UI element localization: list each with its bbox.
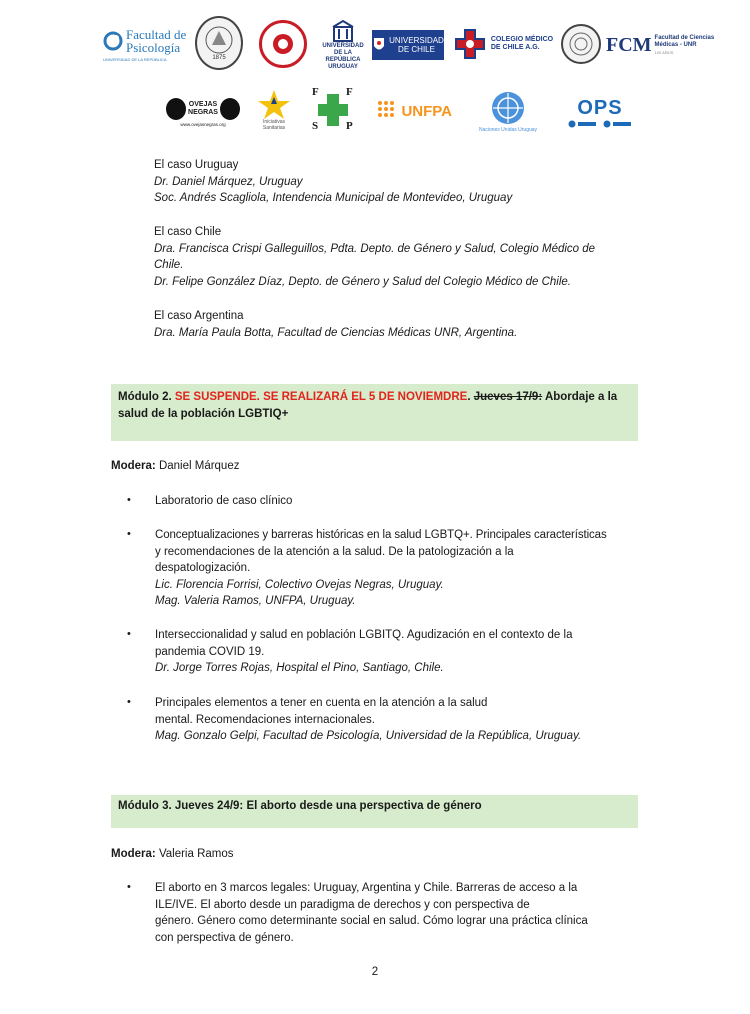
psicologia-line1: Facultad de: [126, 27, 187, 42]
item-text: Conceptualizaciones y barreras históricas en la salud LGBTQ+. Principales características: [155, 529, 607, 541]
fcm-big: FCM: [606, 33, 652, 56]
item-text: Interseccionalidad y salud en población LGBITQ. Agudización en el contexto de la: [155, 629, 573, 641]
uchile-crest-icon: [372, 36, 386, 54]
module-3-header: [111, 795, 638, 828]
module-3-title: Módulo 3. Jueves 24/9: El aborto desde una perspectiva de género: [118, 800, 482, 812]
udelar-logo: [318, 14, 368, 76]
iniciativas-line1: Iniciativas: [263, 119, 285, 125]
item-text: Laboratorio de caso clínico: [155, 495, 293, 507]
modera-label: Modera:: [111, 460, 156, 472]
udelar-line3: URUGUAY: [328, 64, 358, 70]
seal-year: 1875: [212, 55, 226, 61]
page-number: 2: [371, 966, 379, 978]
case-speaker: Dra. Francisca Crispi Galleguillos, Pdta. Depto. de Género y Salud, Colegio Médico de: [154, 242, 596, 255]
colegio-medico-line1: COLEGIO MÉDICO: [490, 36, 554, 43]
module-2-item-3: [155, 627, 572, 677]
case-speaker: Chile.: [154, 259, 184, 271]
item-text: ILE/IVE. El aborto desde un paradigma de derechos y con perspectiva de: [155, 898, 530, 911]
item-text: mental. Recomendaciones internacionales.: [155, 713, 375, 726]
item-text: pandemia COVID 19.: [155, 645, 265, 658]
case-speaker: Soc. Andrés Scagliola, Intendencia Municipal de Montevideo, Uruguay: [154, 192, 513, 204]
sheep-right-icon: [219, 96, 241, 122]
star-icon: [257, 89, 291, 119]
modera-name: Valeria Ramos: [158, 848, 234, 860]
fcm-logo: [606, 28, 718, 62]
psicologia-emblem-icon: [103, 30, 123, 52]
module-2-struck-date: Jueves 17/9:: [473, 391, 543, 403]
module-2-header: [111, 384, 638, 441]
udelar-line2: DE LA REPÚBLICA: [325, 50, 361, 63]
logo-row-top: [0, 14, 750, 74]
module-2-item-4: [155, 695, 639, 745]
naciones-unidas-logo: [470, 84, 546, 138]
unfpa-dots-icon: [376, 99, 399, 123]
module-2-suspended: SE SUSPENDE. SE REALIZARÁ EL 5 DE NOVIEMDRE: [174, 391, 468, 403]
module-2-item-1: [155, 493, 292, 510]
ffsp-f2: F: [346, 86, 353, 98]
psicologia-sub: UNIVERSIDAD DE LA REPÚBLICA: [103, 57, 167, 62]
green-cross-icon: [310, 86, 358, 134]
module-2-prefix: Módulo 2.: [118, 391, 172, 403]
ops-emblem-icon: [568, 120, 598, 128]
item-speaker: Lic. Florencia Forrisi, Colectivo Ovejas Negras, Uruguay.: [155, 578, 444, 591]
un-caption: Naciones Unidas Uruguay: [478, 127, 538, 133]
case-chile: [154, 224, 595, 290]
ops-text: OPS: [577, 96, 623, 119]
case-title: El caso Uruguay: [154, 159, 239, 171]
item-text: género. Género como determinante social en salud. Cómo lograr una práctica clínica: [155, 915, 588, 927]
item-speaker: Dr. Jorge Torres Rojas, Hospital el Pino, Santiago, Chile.: [155, 662, 444, 674]
case-title: El caso Argentina: [154, 310, 244, 322]
module-2-modera: [111, 458, 239, 475]
case-speaker: Dr. Felipe González Díaz, Depto. de Género y Salud del Colegio Médico de Chile.: [154, 275, 571, 288]
udelar-line1: UNIVERSIDAD: [322, 43, 364, 49]
colegio-medico-logo: [452, 26, 554, 62]
case-title: El caso Chile: [154, 226, 222, 238]
module-2-item-2: [155, 527, 639, 610]
module-3-item-1: [155, 880, 588, 946]
colegio-medico-line2: DE CHILE A.G.: [490, 44, 540, 51]
bullet-icon: •: [127, 494, 131, 506]
modera-name: Daniel Márquez: [158, 460, 240, 472]
seal-emblem-icon: [204, 25, 234, 55]
fcm-small2: Médicas - UNR: [654, 41, 697, 48]
item-text: con perspectiva de género.: [155, 931, 294, 944]
who-emblem-icon: [603, 120, 633, 128]
module-2-title-b: salud de la población LGBTIQ+: [118, 408, 289, 420]
module-2-title-a: Abordaje a la: [544, 391, 618, 403]
udelar-building-icon: [332, 19, 354, 43]
iniciativas-sanitarias-logo: [254, 86, 294, 134]
item-text: El aborto en 3 marcos legales: Uruguay, Argentina y Chile. Barreras de acceso a la: [155, 882, 578, 894]
ffsp-p: P: [346, 120, 353, 132]
modera-label: Modera:: [111, 848, 156, 860]
case-speaker: Dra. María Paula Botta, Facultad de Ciencias Médicas UNR, Argentina.: [154, 326, 518, 339]
item-speaker: Mag. Gonzalo Gelpi, Facultad de Psicología, Universidad de la República, Uruguay.: [155, 730, 582, 742]
bullet-icon: •: [127, 881, 131, 893]
round-seal-logo: [561, 24, 601, 64]
ffsp-f1: F: [312, 86, 319, 98]
module-2-dot: .: [467, 391, 471, 403]
case-speaker: Dr. Daniel Márquez, Uruguay: [154, 175, 303, 188]
ovejas-negras-logo: [163, 88, 243, 134]
uchile-line2: DE CHILE: [398, 45, 435, 54]
ffsp-logo: [310, 86, 358, 134]
round-seal-emblem-icon: [568, 31, 594, 57]
case-uruguay: [154, 157, 512, 207]
fcm-small1: Facultad de Ciencias: [654, 34, 715, 41]
unfpa-logo: [376, 94, 452, 128]
colegio-medico-cross-icon: [453, 27, 487, 61]
university-seal-logo: [195, 16, 243, 70]
fcm-years: 100 AÑOS: [654, 49, 674, 55]
sheep-left-icon: [165, 96, 187, 122]
item-text: despatologización.: [155, 562, 251, 574]
uchile-logo: [372, 30, 444, 60]
bullet-icon: •: [127, 696, 131, 708]
facultad-psicologia-logo: [103, 26, 189, 64]
case-argentina: [154, 308, 517, 341]
un-globe-icon: [489, 89, 527, 127]
bullet-icon: •: [127, 528, 131, 540]
ops-logo: [560, 92, 640, 132]
item-speaker: Mag. Valeria Ramos, UNFPA, Uruguay.: [155, 595, 356, 607]
ffsp-s: S: [312, 120, 319, 132]
item-text: Principales elementos a tener en cuenta en la atención a la salud: [155, 697, 488, 709]
red-seal-emblem-icon: [271, 32, 295, 56]
module-3-modera: [111, 846, 234, 863]
ovejas-title: OVEJAS NEGRAS: [188, 100, 218, 116]
bullet-icon: •: [127, 628, 131, 640]
logo-row-bottom: [0, 84, 750, 144]
iniciativas-line2: Sanitarias: [262, 125, 286, 131]
unfpa-text: UNFPA: [401, 102, 452, 120]
psicologia-line2: Psicología: [126, 40, 181, 55]
red-seal-logo: [259, 20, 307, 68]
item-text: y recomendaciones de la atención a la salud. De la patologización a la: [155, 545, 514, 558]
uchile-line1: UNIVERSIDAD: [389, 36, 444, 45]
ovejas-url: www.ovejasnegras.org: [180, 121, 226, 127]
